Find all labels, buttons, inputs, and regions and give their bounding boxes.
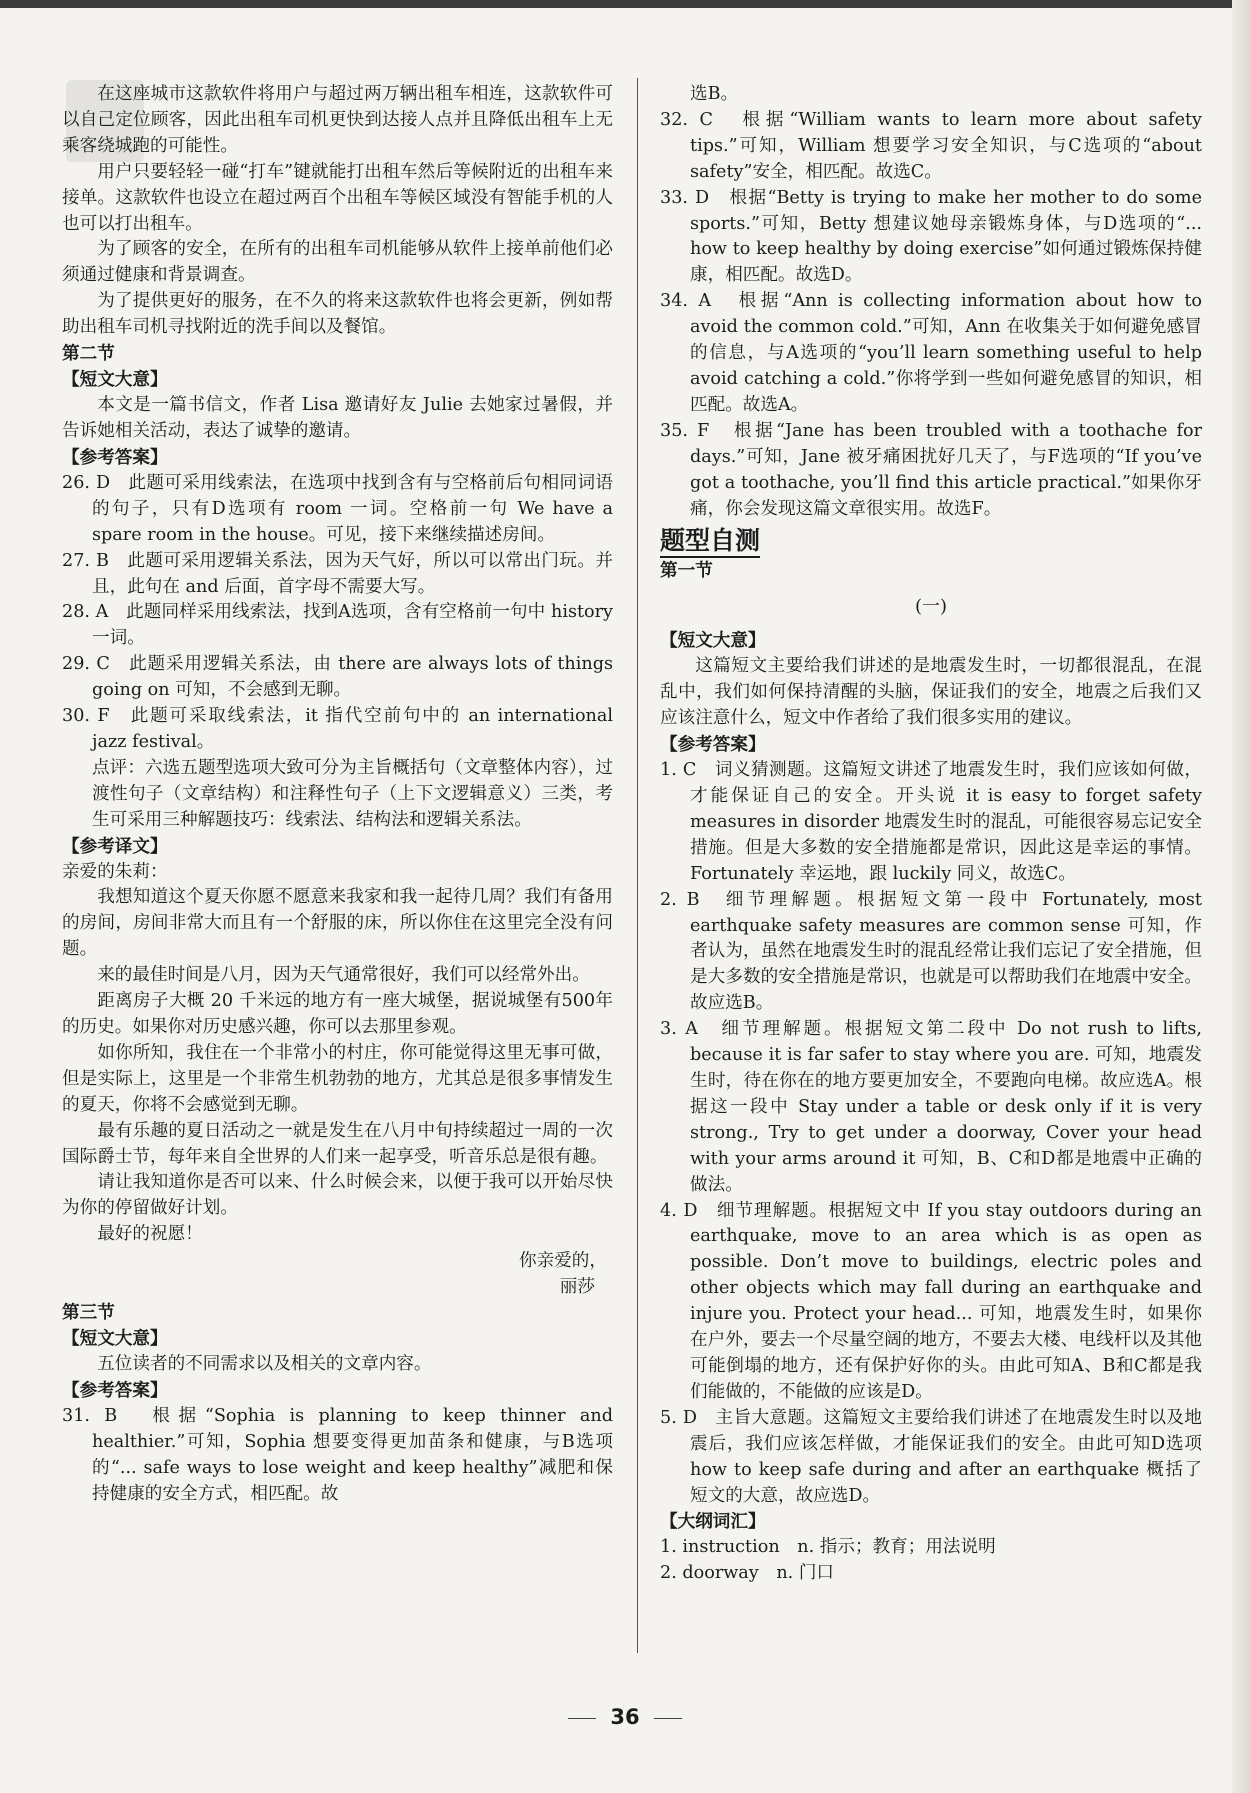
letter-paragraph: 我想知道这个夏天你愿不愿意来我家和我一起待几周？我们有备用的房间，房间非常大而且有一个舒服的床，所以你住在这里完全没有问题。 [62,887,613,960]
letter-closing: 你亲爱的， [519,1251,607,1272]
summary-tag: 【短文大意】 [660,631,766,652]
page-number: 36 [610,1705,640,1729]
answer-item: 30. F 此题可采取线索法，it 指代空前句中的 an international jazz festival。 [62,706,613,752]
self-test-title: 题型自测 [660,524,1202,558]
answer-item: 27. B 此题可采用逻辑关系法，因为天气好，所以可以常出门玩。并且，此句在 and 后面，首字母不需要大写。 [62,550,613,597]
intro-paragraph: 在这座城市这款软件将用户与超过两万辆出租车相连，这款软件可以自己定位顾客，因此出租车司机更快到达接人点并且降低出租车上无乘客绕城跑的可能性。 [62,84,613,156]
answer-continuation: 选B。 [690,84,739,104]
answers-tag: 【参考答案】 [660,735,766,756]
left-column [62,82,613,1508]
answer-item: 26. D 此题可采用线索法，在选项中找到含有与空格前后句相同词语的句子，只有D选项有 room 一词。空格前一句 We have a spare room in the house。可见，接下来继续描述房间。 [62,472,613,545]
answer-item: 1. C 词义猜测题。这篇短文讲述了地震发生时，我们应该如何做，才能保证自己的安全。开头说 it is easy to forget safety measures in disorder 地震发生时的混乱，可能很容易忘记安全措施。但是大多数的安全措施都是常识，因此这是幸运的事情。Fortunately 幸运地，跟 luckily 同义，故选C。 [660,760,1202,884]
answer-item: 5. D 主旨大意题。这篇短文主要给我们讲述了在地震发生时以及地震后，我们应该怎样做，才能保证我们的安全。由此可知D选项 how to keep safe during and after an earthquake 概括了短文的大意，故应选D。 [660,1407,1202,1506]
summary-tag: 【短文大意】 [62,1329,168,1350]
answer-item: 32. C 根据“William wants to learn more about safety tips.”可知，William 想要学习安全知识，与C选项的“about safety”安全，相匹配。故选C。 [660,109,1202,182]
letter-paragraph: 最有乐趣的夏日活动之一就是发生在八月中旬持续超过一周的一次国际爵士节，每年来自全世界的人们来一起享受，听音乐总是很有趣。 [62,1120,613,1167]
answer-item: 28. A 此题同样采用线索法，找到A选项，含有空格前一句中 history 一词。 [62,602,613,649]
section-heading: 第二节 [62,344,115,365]
summary-text: 五位读者的不同需求以及相关的文章内容。 [97,1354,432,1375]
answer-item: 2. B 细节理解题。根据短文第一段中 Fortunately, most earthquake safety measures are common sense 可知，作者认为，虽然在地震发生时的混乱经常让我们忘记了安全措施，但是大多数的安全措施是常识，也就是可以帮助我们在地震中安全。故应选B。 [660,889,1202,1014]
column-divider [637,78,638,1653]
answer-item: 33. D 根据“Betty is trying to make her mother to do some sports.”可知，Betty 想建议她母亲锻炼身体，与D选项的“... how to keep healthy by doing exercise”如何通过锻炼保持健康，相匹配。故选D。 [660,187,1202,286]
intro-paragraph: 为了顾客的安全，在所有的出租车司机能够从软件上接单前他们必须通过健康和背景调查。 [62,239,613,286]
letter-signature: 丽莎 [559,1277,595,1298]
translation-tag: 【参考译文】 [62,836,168,857]
vocab-item: 1. instruction n. 指示；教育；用法说明 [660,1537,996,1558]
intro-paragraph: 用户只要轻轻一碰“打车”键就能打出租车然后等候附近的出租车来接单。这款软件也设立在超过两百个出租车等候区域没有智能手机的人也可以打出租车。 [62,161,613,234]
answer-item: 29. C 此题采用逻辑关系法，由 there are always lots of things going on 可知，不会感到无聊。 [62,654,613,701]
letter-paragraph: 距离房子大概 20 千米远的地方有一座大城堡，据说城堡有500年的历史。如果你对历史感兴趣，你可以去那里参观。 [62,991,613,1037]
summary-text: 这篇短文主要给我们讲述的是地震发生时，一切都很混乱，在混乱中，我们如何保持清醒的头脑，保证我们的安全，地震之后我们又应该注意什么，短文中作者给了我们很多实用的建议。 [660,656,1202,729]
answer-item: 3. A 细节理解题。根据短文第二段中 Do not rush to lifts, because it is far safer to stay where you are. 可知，地震发生时，待在你在的地方要更加安全，不要跑向电梯。故应选A。根据这一段中 Stay under a table or desk only if it is very strong., Try to get under a doorway, Cover your head with your arms around it 可知，B、C和D都是地震中正确的做法。 [660,1019,1202,1195]
answer-item: 34. A 根据“Ann is collecting information about how to avoid the common cold.”可知，Ann 在收集关于如何避免感冒的信息，与A选项的“you’ll learn something useful to help avoid catching a cold.”你将学到一些如何避免感冒的知识，相匹配。故选A。 [660,291,1202,415]
letter-paragraph: 请让我知道你是否可以来、什么时候会来，以便于我可以开始尽快为你的停留做好计划。 [62,1172,613,1219]
letter-paragraph: 最好的祝愿！ [97,1224,203,1245]
vocab-tag: 【大纲词汇】 [660,1512,766,1533]
answer-item: 35. F 根据“Jane has been troubled with a toothache for days.”可知，Jane 被牙痛困扰好几天了，与F选项的“If you’ve got a toothache, you’ll find this article practical.”如果你牙痛，你会发现这篇文章很实用。故选F。 [660,420,1202,519]
vocab-item: 2. doorway n. 门口 [660,1563,835,1584]
page-edge [1232,0,1250,1793]
answer-item: 4. D 细节理解题。根据短文中 If you stay outdoors during an earthquake, move to an area which is as open as possible. Don’t move to buildings, electric poles and other objects which may fall during an earthquake and injure you. Protect your head... 可知，地震发生时，如果你在户外，要去一个尽量空阔的地方，不要去大楼、电线杆以及其他可能倒塌的地方，还有保护好你的头。由此可知A、B和C都是我们能做的，不能做的应该是D。 [660,1200,1202,1402]
page-footer [0,1705,1250,1729]
right-column [660,82,1202,1587]
comment-text: 点评：六选五题型选项大致可分为主旨概括句（文章整体内容），过渡性句子（文章结构）和注释性句子（上下文逻辑意义）三类，考生可采用三种解题技巧：线索法、结构法和逻辑关系法。 [92,757,613,830]
letter-paragraph: 来的最佳时间是八月，因为天气通常很好，我们可以经常外出。 [97,965,590,986]
answers-tag: 【参考答案】 [62,1381,168,1402]
footer-dash [654,1718,682,1719]
answers-tag: 【参考答案】 [62,447,168,468]
summary-tag: 【短文大意】 [62,370,168,391]
section-heading: 第一节 [660,561,713,582]
letter-salutation: 亲爱的朱莉： [62,861,168,882]
footer-dash [568,1718,596,1719]
letter-paragraph: 如你所知，我住在一个非常小的村庄，你可能觉得这里无事可做，但是实际上，这里是一个非常生机勃勃的地方，尤其总是很多事情发生的夏天，你将不会感觉到无聊。 [62,1042,613,1115]
intro-paragraph: 为了提供更好的服务，在不久的将来这款软件也将会更新，例如帮助出租车司机寻找附近的洗手间以及餐馆。 [62,291,613,338]
answer-item: 31. B 根据“Sophia is planning to keep thinner and healthier.”可知，Sophia 想要变得更加苗条和健康，与B选项的“... safe ways to lose weight and keep healthy”减肥和保持健康的安全方式，相匹配。故 [62,1406,613,1504]
summary-text: 本文是一篇书信文，作者 Lisa 邀请好友 Julie 去她家过暑假，并告诉她相关活动，表达了诚挚的邀请。 [62,395,613,441]
part-number: (一) [914,596,948,618]
top-edge [0,0,1250,8]
section-heading: 第三节 [62,1303,115,1324]
